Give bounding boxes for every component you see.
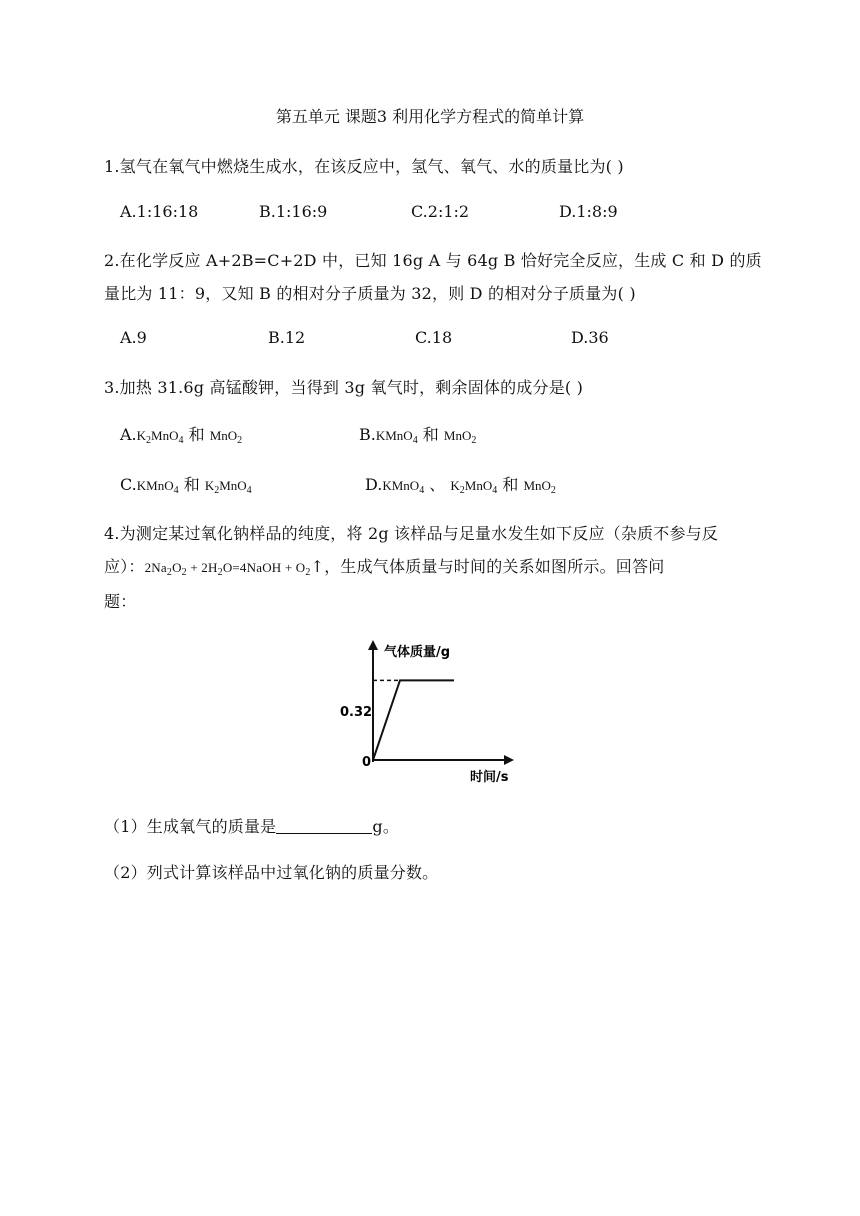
x-axis-label: 时间/s [470,770,509,785]
question-1-option-d: D.1:8:9 [559,202,618,221]
question-4-stem-line2: 应）：$2Na_2O_2$ + $2H_2O=4NaOH$ + $O_2↑$，生成气体质量与时间的关系如图所示。回答问 [104,557,665,578]
question-4-sub2: （2）列式计算该样品中过氧化钠的质量分数。 [104,863,439,882]
question-2-option-c: C.18 [415,328,453,347]
series-line [373,680,454,760]
question-3-option-a: $A.K_2MnO_4$ 和 MnO$_2$ [120,425,243,446]
question-2-stem-line1: 2.在化学反应 A+2B=C+2D 中，已知 16g A 与 64g B 恰好完全反应，生成 C 和 D 的质 [104,251,762,270]
question-1-option-c: C.2:1:2 [411,202,470,221]
question-1-option-a: A.1:16:18 [120,202,199,221]
question-1-option-b: B.1:16:9 [259,202,328,221]
question-3-option-c: C.KMnO$_4$ 和 $K_2MnO_4$ [120,475,252,496]
question-2-stem-line2: 量比为 11：9，又知 B 的相对分子质量为 32，则 D 的相对分子质量为( ) [104,284,636,303]
question-3-option-d: D.KMnO$_4$ 、 $K_2MnO_4$ 和 MnO$_2$ [365,475,556,496]
origin-label: 0 [362,755,372,770]
y-axis-label: 气体质量/g [384,645,451,660]
y-axis-arrow [368,640,378,650]
question-4-sub1: （1）生成氧气的质量是 g。 [104,817,400,836]
x-axis-arrow [504,755,514,765]
question-3-option-b: B.KMnO$_4$ 和 MnO$_2$ [359,425,477,446]
gas-mass-time-chart [320,636,530,786]
question-1-stem: 1.氢气在氧气中燃烧生成水，在该反应中，氢气、氧气、水的质量比为( ) [104,157,624,176]
page-title: 第五单元 课题3 利用化学方程式的简单计算 [275,107,585,126]
question-2-option-a: A.9 [120,328,147,347]
question-3-stem: 3.加热 31.6g 高锰酸钾，当得到 3g 氧气时，剩余固体的成分是( ) [104,378,584,397]
question-2-option-b: B.12 [268,328,306,347]
answer-blank[interactable] [276,819,372,834]
y-tick-label: 0.32 [340,705,373,720]
question-4-stem-line3: 题： [104,592,137,611]
reaction-equation: $2Na_2O_2$ + $2H_2O=4NaOH + O_2$ [144,560,311,578]
question-4-stem-line1: 4.为测定某过氧化钠样品的纯度，将 2g 该样品与足量水发生如下反应（杂质不参与反 [104,524,719,543]
question-2-option-d: D.36 [571,328,609,347]
